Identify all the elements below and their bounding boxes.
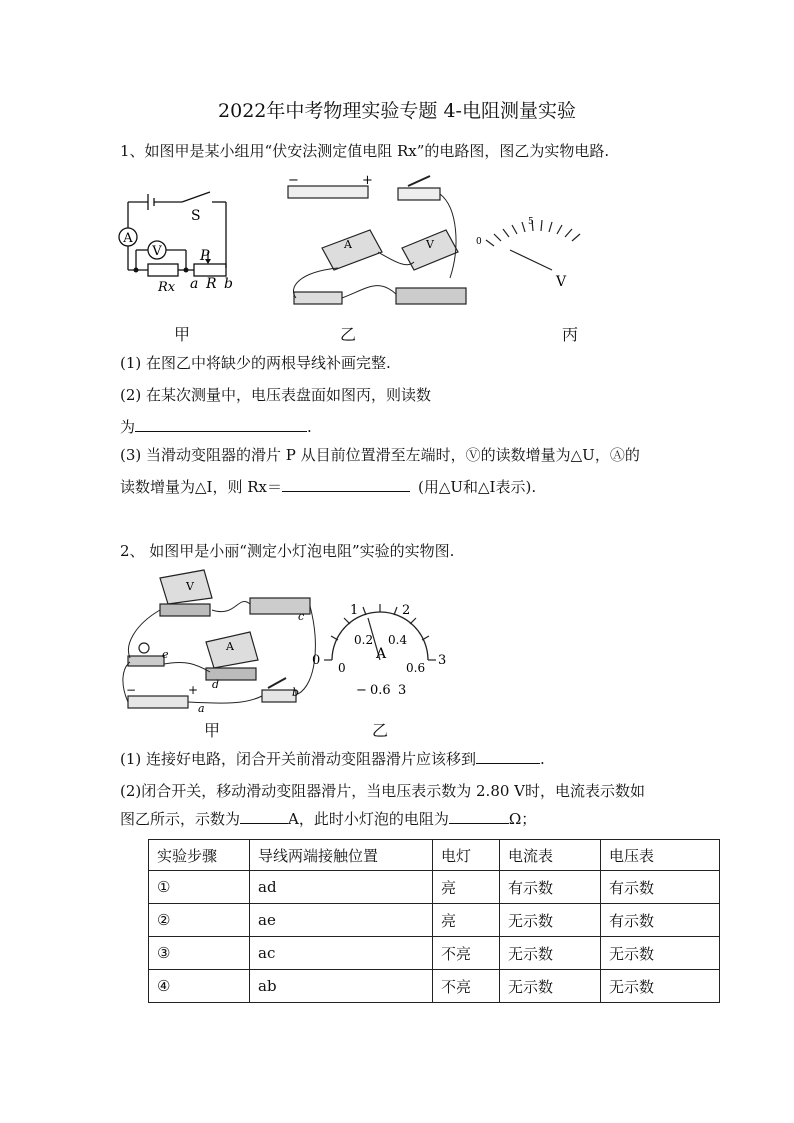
q2-ammeter-dial xyxy=(310,600,450,710)
table-header-cell: 电流表 xyxy=(500,840,601,871)
dial-unit: V xyxy=(556,274,567,290)
q2-physical-circuit xyxy=(116,564,326,714)
table-cell: 亮 xyxy=(433,871,500,904)
table-cell: ③ xyxy=(149,937,250,970)
q2-part1: (1) 连接好电路，闭合开关前滑动变阻器滑片应该移到 . xyxy=(120,750,545,768)
fig2-yi-caption: 乙 xyxy=(372,721,389,740)
fig1-jia-caption: 甲 xyxy=(174,325,191,344)
fig1-yi-caption: 乙 xyxy=(340,325,357,344)
table-cell: 有示数 xyxy=(601,904,720,937)
table-cell: 亮 xyxy=(433,904,500,937)
table-cell: 不亮 xyxy=(433,937,500,970)
experiment-table xyxy=(148,839,720,1003)
table-cell: ae xyxy=(250,904,433,937)
label-e: e xyxy=(162,648,169,661)
table-cell: 无示数 xyxy=(601,937,720,970)
terminal-06: 0.6 xyxy=(370,683,391,698)
q2-part2-b: 图乙所示，示数为 A，此时小灯泡的电阻为 Ω； xyxy=(120,810,537,828)
table-cell: ① xyxy=(149,871,250,904)
table-row xyxy=(149,937,720,970)
point-a-label: a xyxy=(190,276,199,292)
table-cell: 有示数 xyxy=(500,871,601,904)
battery-minus-2: − xyxy=(126,683,137,697)
table-header-cell: 电灯 xyxy=(433,840,500,871)
table-row xyxy=(149,904,720,937)
q1-part2-b: 为 . xyxy=(120,418,312,436)
q1-physical-circuit xyxy=(278,168,468,318)
a-meter-label: A xyxy=(226,640,234,653)
point-b-label: b xyxy=(224,276,233,292)
q2-part2-a: (2)闭合开关，移动滑动变阻器滑片，当电压表示数为 2.80 V时，电流表示数如 xyxy=(120,782,646,800)
dial-s0: 0 xyxy=(338,661,346,675)
voltmeter-dial-label: V xyxy=(426,238,434,251)
slider-label: P xyxy=(200,248,210,264)
q1-stem: 1、如图甲是某小组用“伏安法测定值电阻 Rx”的电路图，图乙为实物电路. xyxy=(120,142,610,160)
table-cell: 有示数 xyxy=(601,871,720,904)
table-cell: ④ xyxy=(149,970,250,1003)
page-title: 2022年中考物理实验专题 4-电阻测量实验 xyxy=(218,100,576,122)
battery-plus-2: + xyxy=(188,683,199,697)
dial-t3: 3 xyxy=(438,653,447,668)
table-cell: ② xyxy=(149,904,250,937)
rx-label: Rx xyxy=(158,280,176,295)
q1-part1: (1) 在图乙中将缺少的两根导线补画完整. xyxy=(120,354,391,372)
table-cell: 无示数 xyxy=(500,937,601,970)
table-cell: ac xyxy=(250,937,433,970)
dial-s02: 0.2 xyxy=(354,633,374,647)
q1-part2-a: (2) 在某次测量中，电压表盘面如图丙，则读数 xyxy=(120,386,432,404)
dial-t0: 0 xyxy=(312,653,321,668)
table-cell: 不亮 xyxy=(433,970,500,1003)
fig1-bing-caption: 丙 xyxy=(562,325,579,344)
q1-circuit-diagram xyxy=(112,188,242,298)
battery-minus: − xyxy=(288,173,299,188)
label-c: c xyxy=(298,610,305,623)
answer-blank-resistance[interactable] xyxy=(449,809,509,824)
answer-blank-voltage[interactable] xyxy=(135,417,307,432)
table-cell: 无示数 xyxy=(500,970,601,1003)
table-cell: 无示数 xyxy=(500,904,601,937)
switch-label: S xyxy=(191,208,201,224)
dial-zero: 0 xyxy=(476,237,482,247)
dial-t2: 2 xyxy=(402,603,411,618)
voltmeter-label: V xyxy=(152,244,162,259)
answer-blank-current[interactable] xyxy=(240,809,288,824)
fig2-jia-caption: 甲 xyxy=(204,721,221,740)
rheostat-label: R xyxy=(206,276,217,292)
dial-s04: 0.4 xyxy=(388,633,408,647)
dial-five: 5 xyxy=(528,217,534,227)
dial-s06: 0.6 xyxy=(406,661,426,675)
table-row xyxy=(149,970,720,1003)
table-cell: 无示数 xyxy=(601,970,720,1003)
ammeter-dial-label: A xyxy=(344,238,352,251)
label-a: a xyxy=(198,702,205,714)
dial-unit-a: A xyxy=(376,646,387,662)
table-header-cell: 导线两端接触位置 xyxy=(250,840,433,871)
answer-blank-slider[interactable] xyxy=(476,749,540,764)
table-cell: ad xyxy=(250,871,433,904)
q1-part3-a: (3) 当滑动变阻器的滑片 P 从目前位置滑至左端时，Ⓥ的读数增量为△U，Ⓐ的 xyxy=(120,446,640,464)
v-meter-label: V xyxy=(186,580,194,593)
table-cell: ab xyxy=(250,970,433,1003)
dial-t1: 1 xyxy=(350,603,359,618)
ammeter-label: A xyxy=(123,231,133,246)
q2-stem: 2、 如图甲是小丽“测定小灯泡电阻”实验的实物图. xyxy=(120,542,455,560)
table-header-row xyxy=(149,840,720,871)
battery-plus: + xyxy=(362,173,373,188)
table-row xyxy=(149,871,720,904)
table-header-cell: 电压表 xyxy=(601,840,720,871)
table-header-cell: 实验步骤 xyxy=(149,840,250,871)
answer-blank-rx[interactable] xyxy=(282,477,410,492)
terminal-3: 3 xyxy=(398,683,407,698)
q1-part3-b: 读数增量为△I，则 Rx＝ (用△U和△I表示). xyxy=(120,478,537,496)
label-d: d xyxy=(212,678,220,691)
terminal-minus: − xyxy=(356,683,367,698)
q1-voltmeter-dial xyxy=(472,210,592,300)
label-b: b xyxy=(292,686,300,699)
